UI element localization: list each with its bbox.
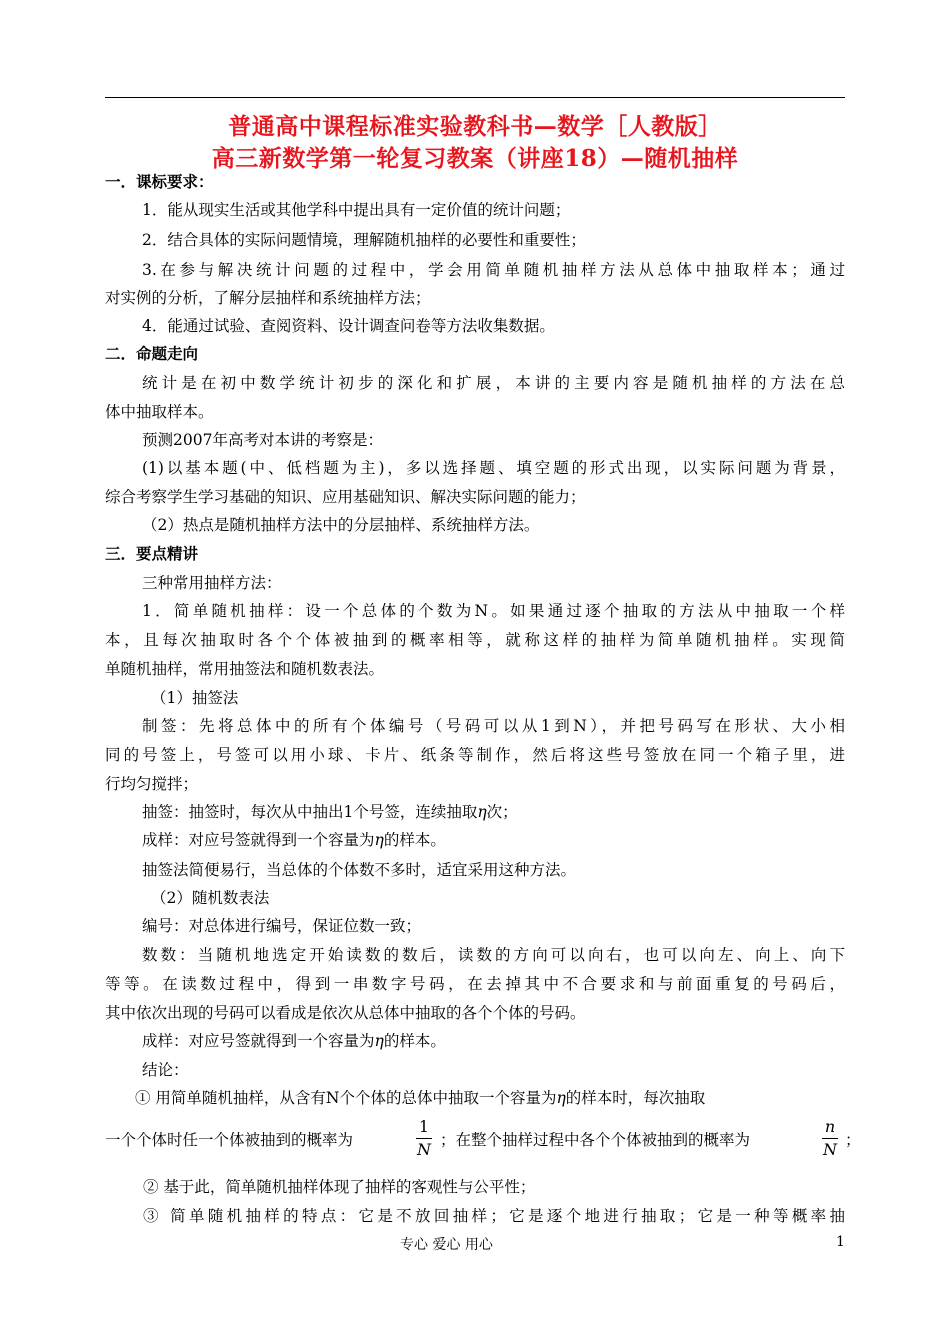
paragraph-line: [105, 830, 845, 850]
fraction-denominator: N: [417, 1140, 431, 1159]
fraction-bar: [822, 1138, 838, 1139]
fraction-numerator: 1: [418, 1117, 430, 1136]
paragraph-line: 等等。在读数过程中，得到一串数字号码，在去掉其中不合要求和与前面重复的号码后，: [105, 975, 845, 993]
document-subtitle: 高三新数学第一轮复习教案（讲座18）—随机抽样: [211, 145, 739, 172]
paragraph-line: 制签：先将总体中的所有个体编号（号码可以从1到N），并把号码写在形状、大小相: [142, 717, 845, 735]
paragraph-line: (1)以基本题(中、低档题为主)，多以选择题、填空题的形式出现，以实际问题为背景，: [142, 459, 845, 477]
paragraph-line: [105, 1031, 845, 1051]
paragraph-line: 对实例的分析，了解分层抽样和系统抽样方法；: [105, 289, 431, 307]
paragraph-line: [105, 802, 845, 822]
fraction-1-over-N: [416, 1118, 432, 1159]
section-heading: 三．要点精讲: [105, 544, 199, 563]
text-span: ；在整个抽样过程中各个个体被抽到的概率为: [440, 1131, 751, 1149]
eta-symbol: η: [374, 1032, 384, 1050]
paragraph-line: 4．能通过试验、查阅资料、设计调查问卷等方法收集数据。: [142, 317, 555, 335]
paragraph-line: [440, 1130, 820, 1150]
paragraph-line: [105, 1088, 845, 1108]
eta-symbol: η: [374, 831, 384, 849]
paragraph-line: 抽签法简便易行，当总体的个体数不多时，适宜采用这种方法。: [142, 861, 577, 879]
section-heading: 二．命题走向: [105, 344, 199, 363]
text-span: 的样本。: [383, 1032, 446, 1050]
paragraph-line: 编号：对总体进行编号，保证位数一致；: [142, 917, 422, 935]
paragraph-line: 3.在参与解决统计问题的过程中，学会用简单随机抽样方法从总体中抽取样本；通过: [142, 261, 845, 279]
paragraph-line: ② 基于此，简单随机抽样体现了抽样的客观性与公平性；: [143, 1178, 536, 1196]
paragraph-line: 其中依次出现的号码可以看成是依次从总体中抽取的各个个体的号码。: [105, 1004, 586, 1022]
paragraph-line: 本，且每次抽取时各个个体被抽到的概率相等，就称这样的抽样为简单随机抽样。实现简: [105, 631, 845, 649]
header-rule: [105, 97, 845, 98]
text-span: 成样：对应号签就得到一个容量为: [142, 1032, 375, 1050]
paragraph-line: 单随机抽样，常用抽签法和随机数表法。: [105, 660, 385, 678]
text-span: 的样本。: [383, 831, 446, 849]
text-span: ① 用简单随机抽样，从含有N个个体的总体中抽取一个容量为: [135, 1089, 557, 1107]
paragraph-line: 行均匀搅拌；: [105, 775, 199, 793]
page-number: 1: [836, 1234, 845, 1250]
paragraph-line: 统计是在初中数学统计初步的深化和扩展，本讲的主要内容是随机抽样的方法在总: [142, 374, 845, 392]
text-span: 次；: [486, 803, 518, 821]
paragraph-line: ；: [845, 1131, 861, 1149]
text-span: 的样本时，每次抽取: [565, 1089, 706, 1107]
section-heading: 一．课标要求：: [105, 172, 214, 191]
paragraph-line: （1）抽签法: [151, 689, 239, 707]
paragraph-line: 三种常用抽样方法：: [142, 574, 282, 592]
paragraph-line: 同的号签上，号签可以用小球、卡片、纸条等制作，然后将这些号签放在同一个箱子里，进: [105, 746, 845, 764]
paragraph-line: （2）随机数表法: [151, 889, 270, 907]
text-span: 一个个体时任一个体被抽到的概率为: [105, 1131, 354, 1149]
document-title: 普通高中课程标准实验教科书—数学［人教版］: [228, 113, 722, 140]
paragraph-line: 1．简单随机抽样：设一个总体的个数为N。如果通过逐个抽取的方法从中抽取一个样: [142, 602, 845, 620]
paragraph-line: 体中抽取样本。: [105, 403, 214, 421]
paragraph-line: 结论：: [142, 1061, 189, 1079]
paragraph-line: 1．能从现实生活或其他学科中提出具有一定价值的统计问题；: [142, 201, 571, 219]
footer-motto: 专心 爱心 用心: [400, 1237, 493, 1253]
text-span: 成样：对应号签就得到一个容量为: [142, 831, 375, 849]
fraction-n-over-N: [822, 1118, 838, 1159]
paragraph-line: 2．结合具体的实际问题情境，理解随机抽样的必要性和重要性；: [142, 231, 586, 249]
fraction-numerator: n: [824, 1117, 836, 1136]
paragraph-line: 数数：当随机地选定开始读数的数后，读数的方向可以向右，也可以向左、向上、向下: [142, 946, 845, 964]
fraction-denominator: N: [823, 1140, 837, 1159]
paragraph-line: 综合考察学生学习基础的知识、应用基础知识、解决实际问题的能力；: [105, 488, 586, 506]
text-span: 抽签：抽签时，每次从中抽出1个号签，连续抽取: [142, 803, 478, 821]
eta-symbol: η: [556, 1089, 566, 1107]
eta-symbol: η: [477, 803, 487, 821]
paragraph-line: （2）热点是随机抽样方法中的分层抽样、系统抽样方法。: [142, 516, 540, 534]
paragraph-line: ③ 简单随机抽样的特点：它是不放回抽样；它是逐个地进行抽取；它是一种等概率抽: [143, 1207, 845, 1225]
fraction-bar: [416, 1138, 432, 1139]
paragraph-line: 预测2007年高考对本讲的考察是：: [142, 431, 383, 449]
